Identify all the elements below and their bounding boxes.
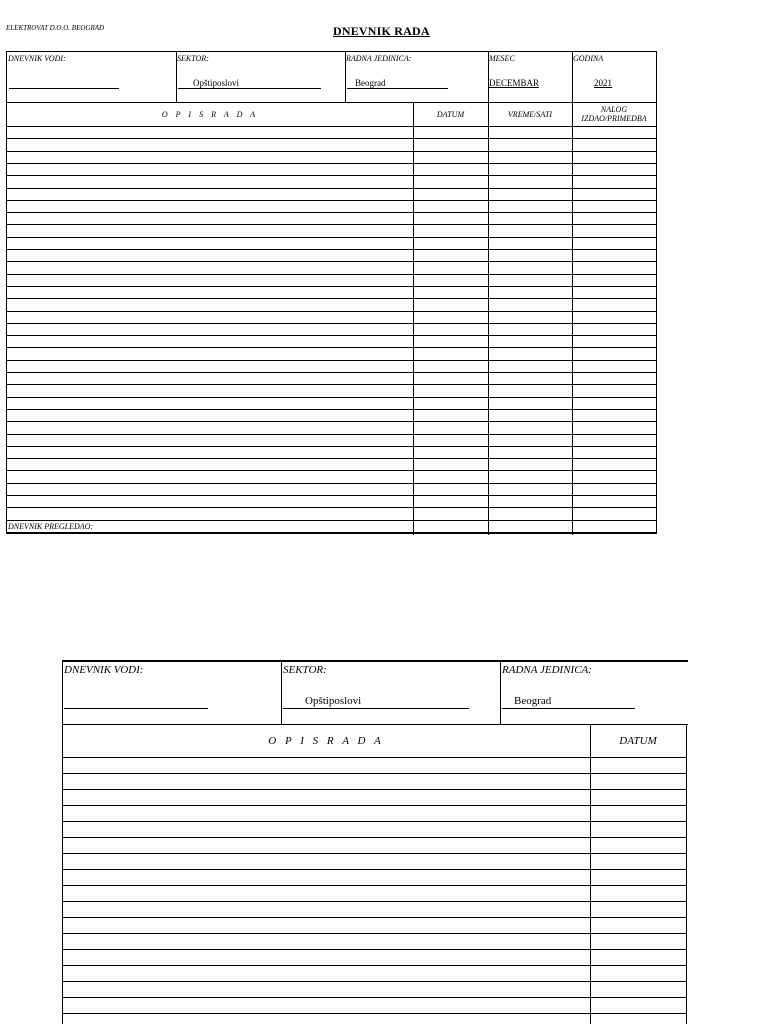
table-row[interactable]	[62, 965, 687, 966]
table-row[interactable]	[7, 470, 656, 471]
table-row[interactable]	[7, 311, 656, 312]
table-row[interactable]	[7, 335, 656, 336]
table-row[interactable]	[62, 821, 687, 822]
opis-rada-header: O P I S R A D A	[161, 109, 259, 119]
table-row[interactable]	[7, 151, 656, 152]
datum-header-2: DATUM	[619, 735, 657, 747]
opis-rada-header-2: O P I S R A D A	[268, 735, 384, 747]
work-log-form-2	[62, 660, 688, 1024]
dnevnik-vodi-cell	[7, 52, 176, 102]
table-row[interactable]	[62, 789, 687, 790]
table-row[interactable]	[62, 837, 687, 838]
table-row[interactable]	[62, 853, 687, 854]
godina-label: GODINA	[573, 54, 604, 63]
table-row[interactable]	[7, 237, 656, 238]
datum-header: DATUM	[436, 109, 465, 119]
table-row[interactable]	[7, 138, 656, 139]
table-row[interactable]	[7, 126, 656, 127]
sektor-label: SEKTOR:	[177, 54, 209, 63]
godina-value[interactable]: 2021	[594, 78, 612, 88]
vreme-sati-header: VREME/SATI	[507, 109, 553, 119]
nalog-header	[572, 102, 656, 126]
table-row[interactable]	[7, 397, 656, 398]
table-row[interactable]	[7, 384, 656, 385]
table-row[interactable]	[7, 532, 656, 533]
table-row[interactable]	[7, 163, 656, 164]
table-row[interactable]	[62, 885, 687, 886]
sektor-cell	[176, 52, 345, 102]
radna-jedinica-label: RADNA JEDINICA:	[346, 54, 412, 63]
table-row[interactable]	[7, 495, 656, 496]
table-row[interactable]	[7, 409, 656, 410]
table-row[interactable]	[7, 274, 656, 275]
table-row[interactable]	[7, 446, 656, 447]
sektor-label-2: SEKTOR:	[283, 664, 327, 676]
company-name: ELEKTROVAT D.O.O. BEOGRAD	[6, 24, 105, 32]
table-row[interactable]	[7, 458, 656, 459]
table-row[interactable]	[62, 949, 687, 950]
table-row[interactable]	[62, 805, 687, 806]
table-row[interactable]	[62, 997, 687, 998]
dnevnik-vodi-label: DNEVNIK VODI:	[8, 54, 66, 63]
mesec-cell	[488, 52, 572, 102]
sektor-value[interactable]: Opštiposlovi	[193, 78, 240, 88]
table-row[interactable]	[7, 360, 656, 361]
table-row[interactable]	[7, 434, 656, 435]
table-row[interactable]	[7, 372, 656, 373]
dnevnik-vodi-field[interactable]	[9, 88, 119, 89]
radna-jedinica-value[interactable]: Beograd	[355, 78, 386, 88]
table-row[interactable]	[62, 773, 687, 774]
dnevnik-pregledao-label: DNEVNIK PREGLEDAO:	[8, 522, 94, 531]
table-row[interactable]	[7, 200, 656, 201]
nalog-header-line-1: NALOG	[600, 105, 628, 114]
table-row[interactable]	[62, 757, 687, 758]
sektor-value-2[interactable]: Opštiposlovi	[305, 695, 362, 707]
table-row[interactable]	[62, 933, 687, 934]
table-row[interactable]	[7, 323, 656, 324]
table-row[interactable]	[7, 224, 656, 225]
table-row[interactable]	[7, 483, 656, 484]
table-row[interactable]	[7, 286, 656, 287]
table-row[interactable]	[62, 1013, 687, 1014]
dnevnik-vodi-field-2[interactable]	[64, 708, 208, 709]
nalog-header-line-2: IZDAO/PRIMEDBA	[581, 114, 647, 123]
table-row[interactable]	[7, 188, 656, 189]
table-row[interactable]	[7, 347, 656, 348]
table-row[interactable]	[7, 175, 656, 176]
table-row[interactable]	[7, 421, 656, 422]
table-row[interactable]	[62, 901, 687, 902]
table-row[interactable]	[62, 869, 687, 870]
table-row[interactable]	[7, 261, 656, 262]
dnevnik-vodi-cell-2	[62, 662, 281, 724]
work-log-form-1	[6, 51, 657, 534]
table-row[interactable]	[7, 212, 656, 213]
table-row[interactable]	[62, 917, 687, 918]
radna-jedinica-cell	[345, 52, 488, 102]
table-row[interactable]	[62, 981, 687, 982]
table-row[interactable]	[7, 298, 656, 299]
table-row[interactable]	[7, 520, 656, 521]
godina-cell	[572, 52, 656, 102]
table-row[interactable]	[7, 249, 656, 250]
radna-jedinica-label-2: RADNA JEDINICA:	[502, 664, 592, 676]
dnevnik-vodi-label-2: DNEVNIK VODI:	[64, 664, 144, 676]
page-title: DNEVNIK RADA	[333, 24, 430, 38]
radna-jedinica-value-2[interactable]: Beograd	[514, 695, 552, 707]
mesec-value[interactable]: DECEMBAR	[489, 78, 540, 88]
radna-jedinica-cell-2	[500, 662, 688, 724]
sektor-cell-2	[281, 662, 500, 724]
table-row[interactable]	[7, 507, 656, 508]
mesec-label: MESEC	[489, 54, 515, 63]
